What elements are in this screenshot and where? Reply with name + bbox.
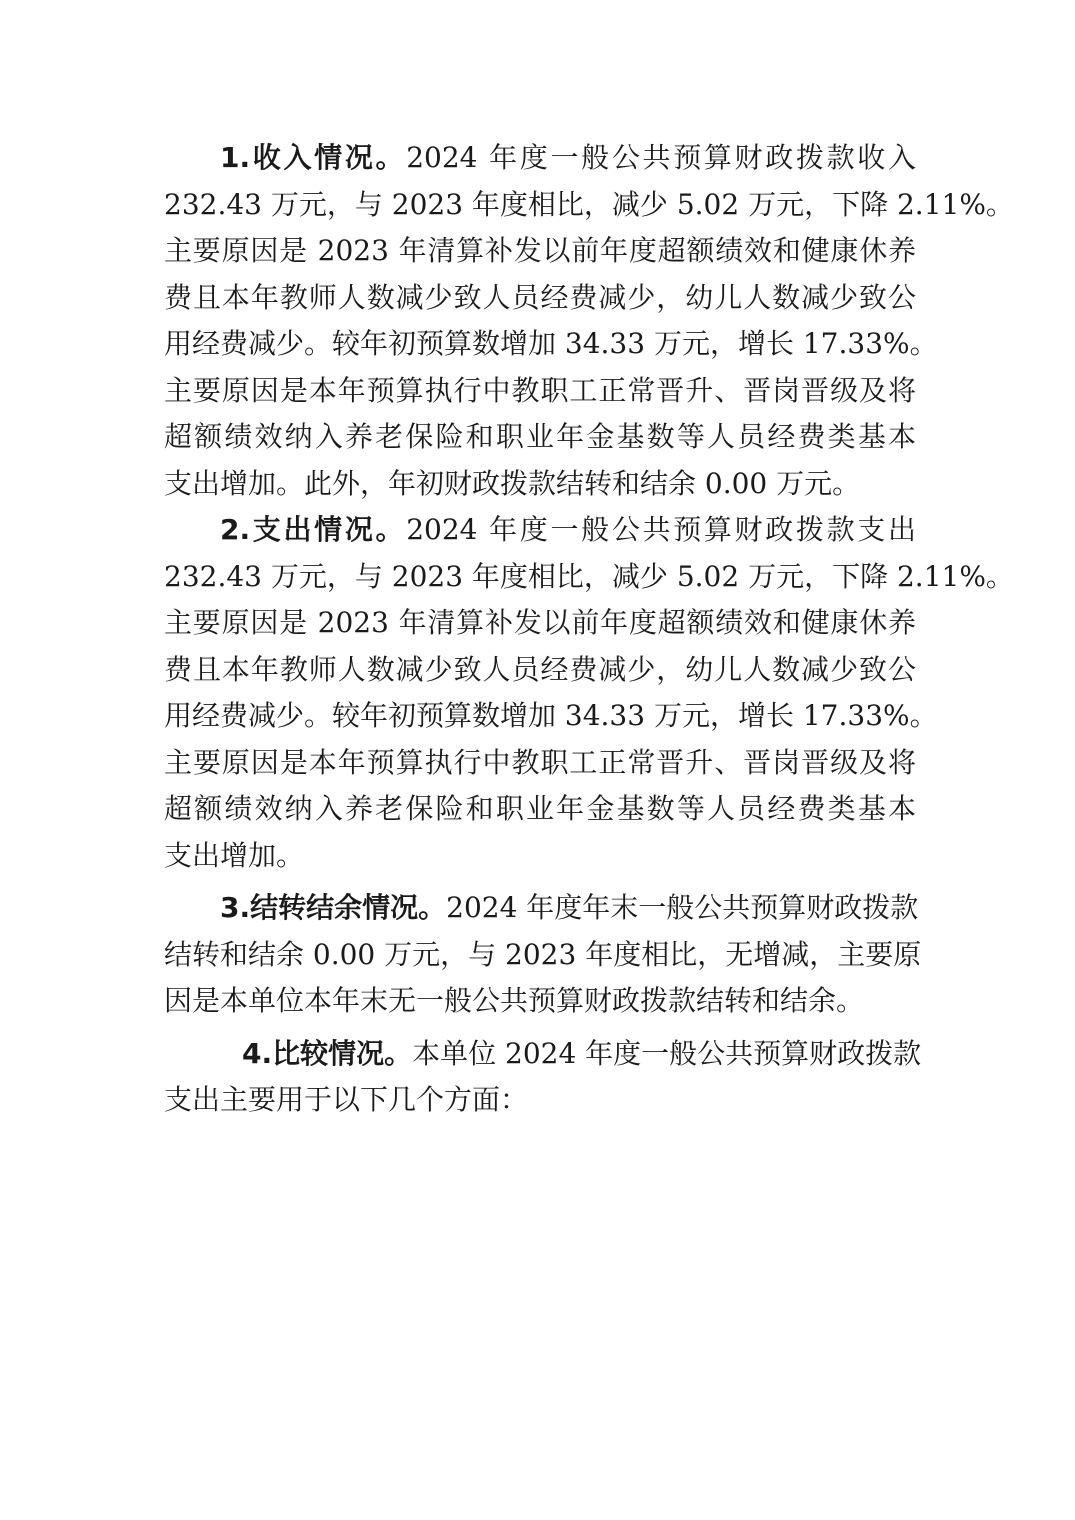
comparison-first-line: 4.比较情况。本单位 2024 年度一般公共预算财政拨款	[242, 1036, 922, 1070]
carryover-line: 结转和结余 0.00 万元，与 2023 年度相比，无增减，主要原	[164, 937, 922, 971]
income-first-line: 1.收入情况。2024 年度一般公共预算财政拨款收入	[220, 141, 916, 174]
income-line: 支出增加。此外，年初财政拨款结转和结余 0.00 万元。	[164, 466, 861, 500]
expenditure-section	[164, 507, 1014, 879]
income-line: 主要原因是 2023 年清算补发以前年度超额绩效和健康休养	[164, 234, 916, 267]
comparison-heading: 4.比较情况。	[242, 1036, 413, 1070]
carryover-first-line: 3.结转结余情况。2024 年度年末一般公共预算财政拨款	[220, 891, 919, 924]
income-line: 费且本年教师人数减少致人员经费减少，幼儿人数减少致公	[164, 280, 916, 314]
comparison-section	[164, 1031, 922, 1124]
carryover-line: 因是本单位本年末无一般公共预算财政拨款结转和结余。	[164, 984, 865, 1017]
income-line: 主要原因是本年预算执行中教职工正常晋升、晋岗晋级及将	[164, 373, 916, 407]
income-section	[164, 135, 1014, 507]
income-line: 232.43 万元，与 2023 年度相比，减少 5.02 万元，下降 2.11%。	[164, 187, 1014, 221]
income-heading: 1.收入情况。	[220, 141, 407, 174]
expenditure-first-line: 2.支出情况。2024 年度一般公共预算财政拨款支出	[220, 513, 916, 546]
expenditure-line: 232.43 万元，与 2023 年度相比，减少 5.02 万元，下降 2.11%。	[164, 559, 1014, 593]
expenditure-line: 超额绩效纳入养老保险和职业年金基数等人员经费类基本	[164, 792, 916, 825]
expenditure-line: 主要原因是 2023 年清算补发以前年度超额绩效和健康休养	[164, 606, 916, 639]
expenditure-line: 主要原因是本年预算执行中教职工正常晋升、晋岗晋级及将	[164, 745, 916, 779]
comparison-line: 支出主要用于以下几个方面：	[164, 1083, 529, 1116]
expenditure-line: 支出增加。	[164, 838, 305, 872]
expenditure-line: 用经费减少。较年初预算数增加 34.33 万元，增长 17.33%。	[164, 699, 938, 732]
carryover-section	[164, 885, 922, 1025]
document-page	[164, 135, 1014, 1124]
expenditure-line: 费且本年教师人数减少致人员经费减少，幼儿人数减少致公	[164, 652, 916, 686]
income-line: 超额绩效纳入养老保险和职业年金基数等人员经费类基本	[164, 420, 916, 453]
expenditure-heading: 2.支出情况。	[220, 513, 407, 546]
income-line: 用经费减少。较年初预算数增加 34.33 万元，增长 17.33%。	[164, 327, 938, 360]
carryover-heading: 3.结转结余情况。	[220, 891, 447, 924]
